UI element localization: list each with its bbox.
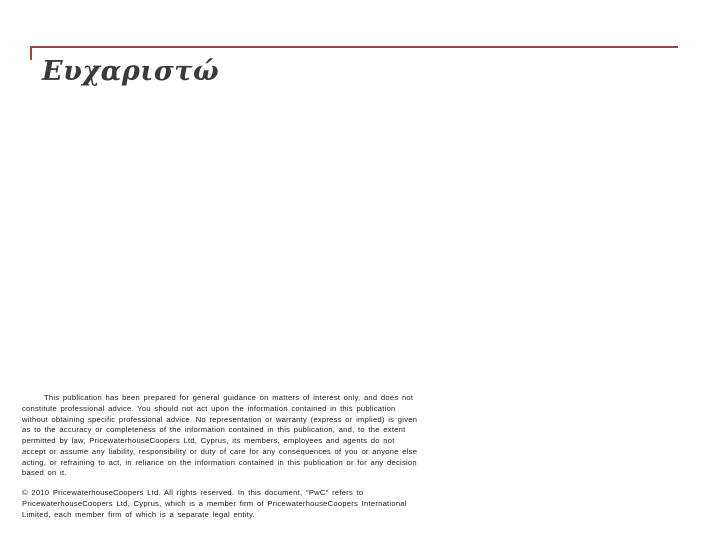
copyright-paragraph: © 2010 PricewaterhouseCoopers Ltd. All rights reserved. In this document, "PwC" refers to PricewaterhouseCoopers Ltd, Cyprus, which is a member firm of PricewaterhouseCoopers International Limited, each member firm of which is a separate legal entity. [22,488,407,519]
disclaimer-block [22,393,422,520]
slide-title: Ευχαριστώ [42,56,220,87]
title-frame-left-line [30,46,32,60]
title-frame-top-line [30,46,678,48]
disclaimer-paragraph: This publication has been prepared for general guidance on matters of interest only, and does not constitute professional advice. You should not act upon the information contained in this publication without obtaining specific professional advice. No representation or warranty (express or implied) is given as to the accuracy or completeness of the information contained in this publication, and, to the extent permitted by law, PricewaterhouseCoopers Ltd, Cyprus, its members, employees and agents do not accept or assume any liability, responsibility or duty of care for any consequences of you or anyone else acting, or refraining to act, in reliance on the information contained in this publication or for any decision based on it. [22,393,418,478]
